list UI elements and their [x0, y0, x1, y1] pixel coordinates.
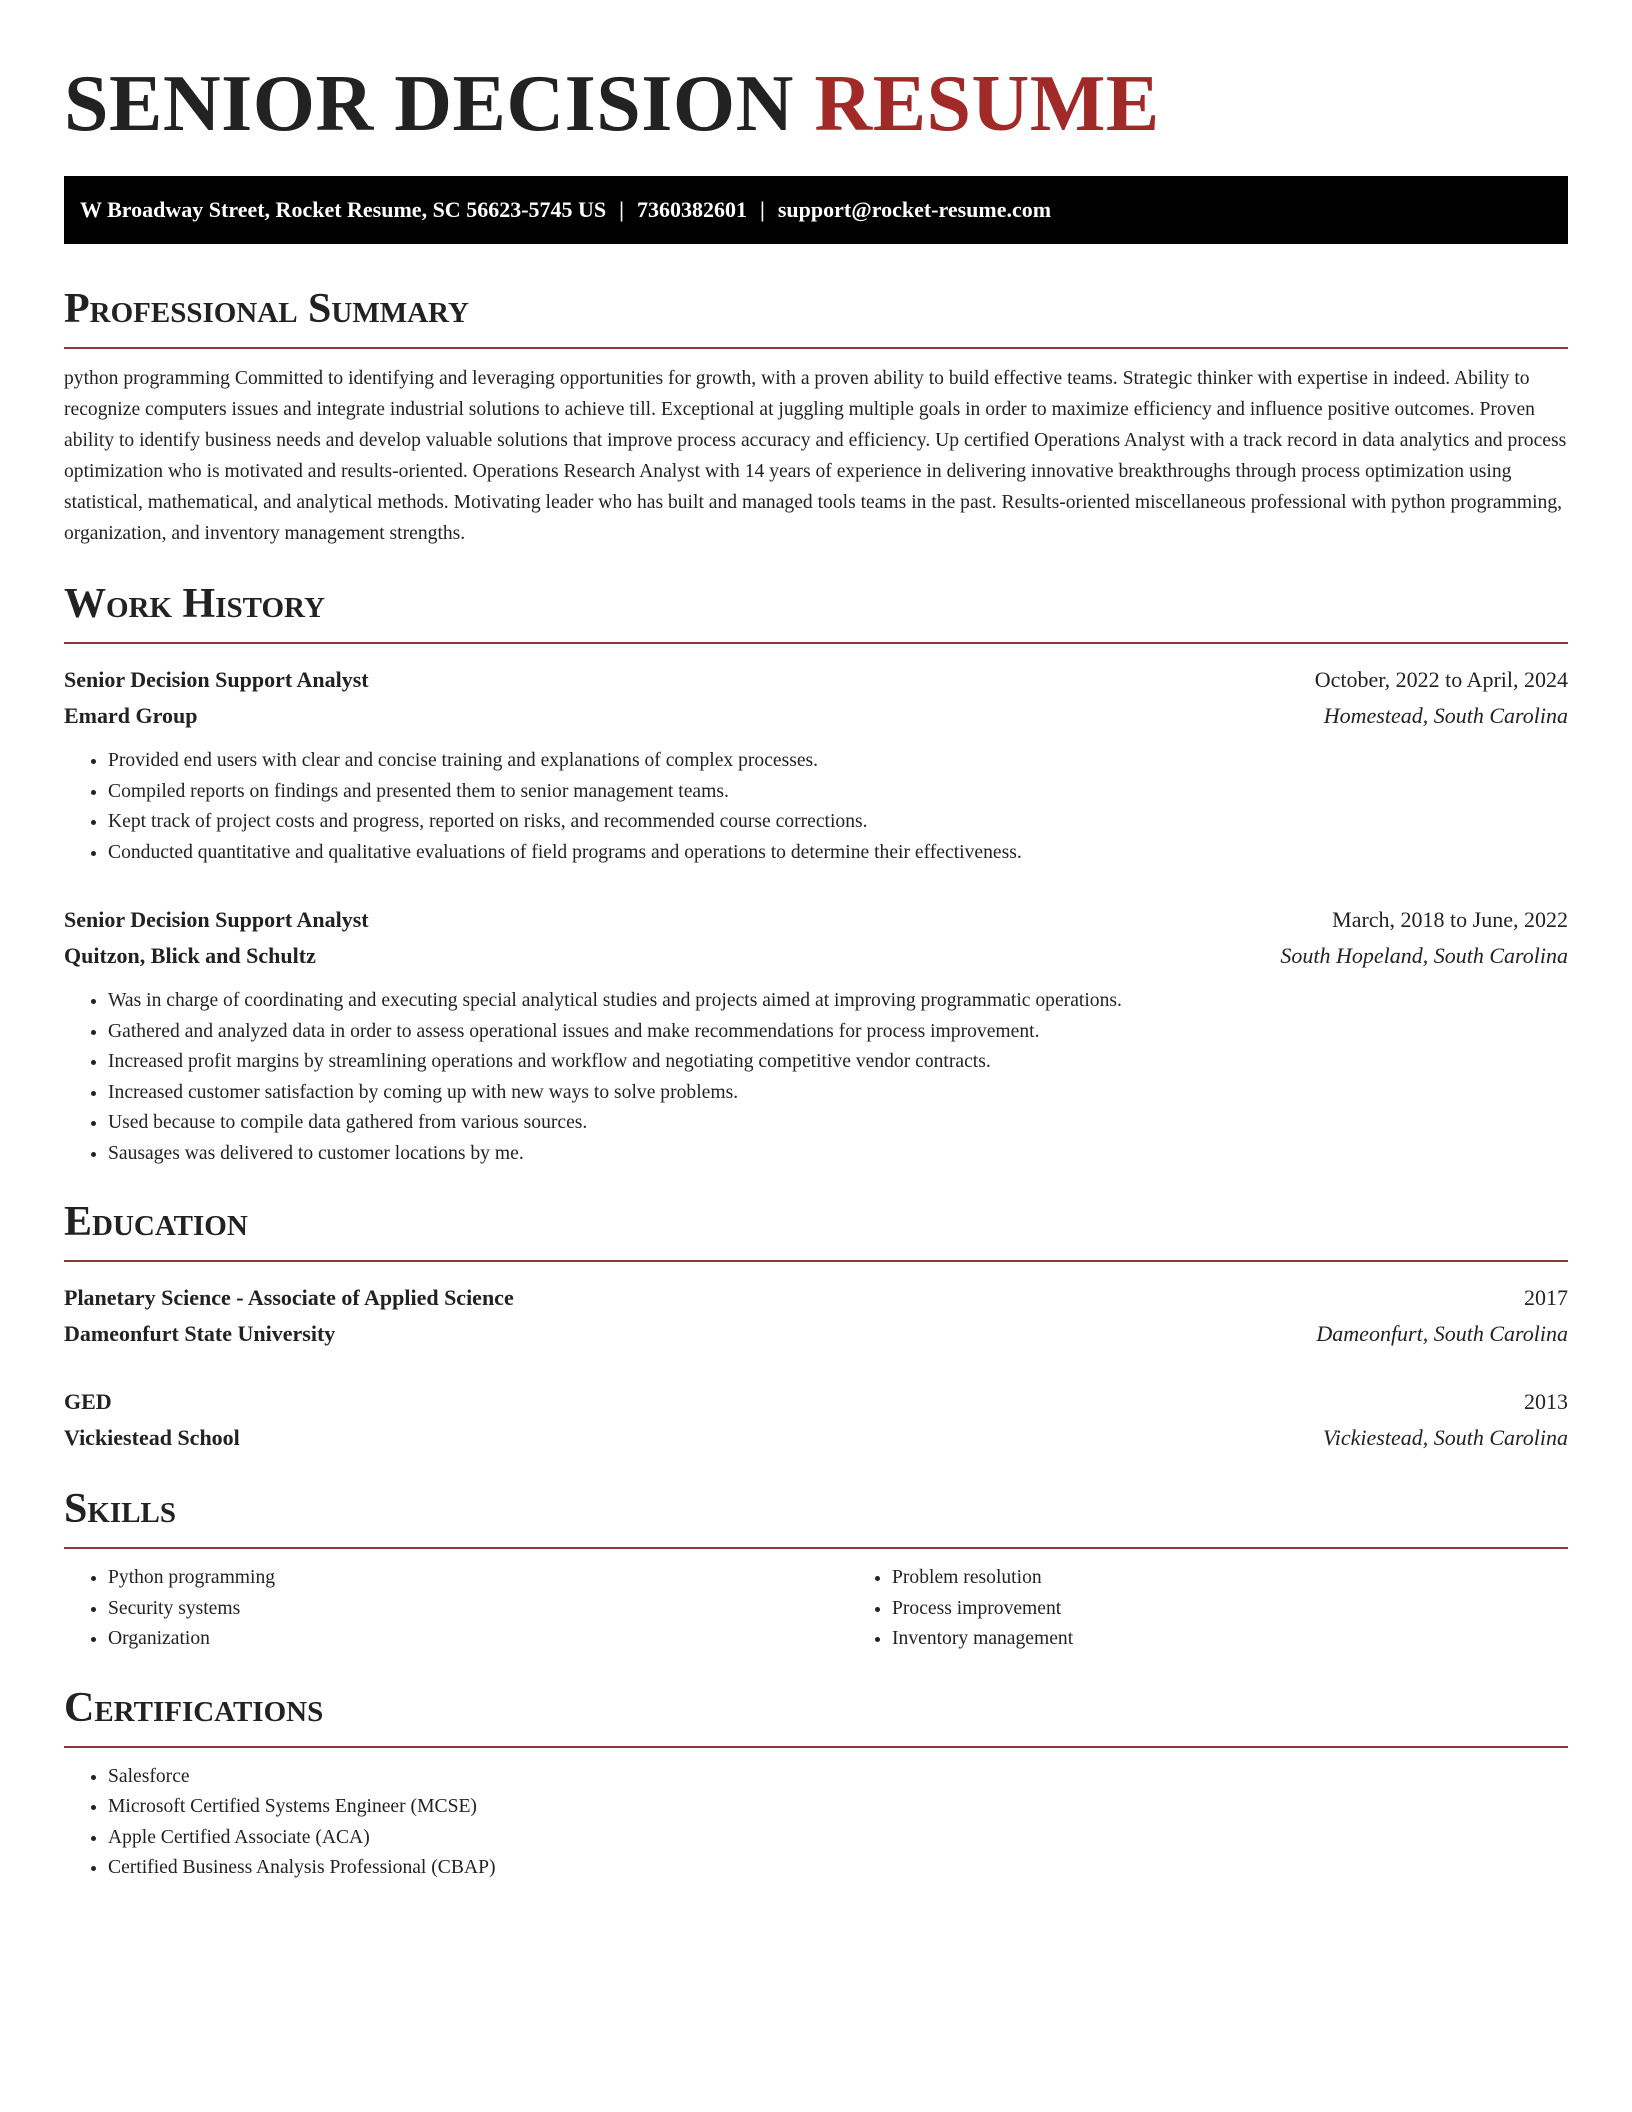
education-degree: Planetary Science - Associate of Applied Science — [64, 1285, 514, 1310]
certifications-list — [64, 1762, 1568, 1884]
job-location: South Hopeland, South Carolina — [1280, 943, 1568, 968]
contact-address: W Broadway Street, Rocket Resume, SC 56623-5745 US — [80, 197, 607, 222]
education-school: Vickiestead School — [64, 1425, 240, 1450]
education-school: Dameonfurt State University — [64, 1321, 336, 1346]
skills-list-left — [64, 1563, 848, 1655]
education-location: Vickiestead, South Carolina — [1322, 1425, 1568, 1450]
contact-separator: | — [619, 197, 625, 222]
resume-title — [64, 54, 1568, 154]
education-location: Dameonfurt, South Carolina — [1316, 1321, 1568, 1346]
education-degree: GED — [64, 1389, 112, 1414]
list-item: • Security systems — [108, 1594, 848, 1625]
list-item: • Process improvement — [892, 1594, 1632, 1625]
contact-phone: 7360382601 — [637, 197, 748, 222]
education-year: 2013 — [1524, 1389, 1568, 1414]
list-item: • Used because to compile data gathered from various sources. — [108, 1108, 1568, 1139]
list-item: • Increased profit margins by streamlining operations and workflow and negotiating competitive vendor contracts. — [108, 1047, 1568, 1078]
list-item: • Compiled reports on findings and presented them to senior management teams. — [108, 777, 1568, 808]
job-title: Senior Decision Support Analyst — [64, 907, 369, 932]
list-item: • Organization — [108, 1624, 848, 1655]
skills-heading: Skills — [64, 1484, 1568, 1549]
list-item: • Python programming — [108, 1563, 848, 1594]
list-item: • Increased customer satisfaction by coming up with new ways to solve problems. — [108, 1078, 1568, 1109]
list-item: • Gathered and analyzed data in order to assess operational issues and make recommendations for process improvement. — [108, 1017, 1568, 1048]
title-accent: RESUME — [814, 60, 1160, 148]
contact-separator: | — [760, 197, 765, 222]
job-entry — [64, 902, 1568, 1169]
skills-list-right — [848, 1563, 1632, 1655]
work-history-heading: Work History — [64, 579, 1568, 644]
job-dates: March, 2018 to June, 2022 — [1332, 907, 1568, 932]
list-item: • Was in charge of coordinating and executing special analytical studies and projects aimed at improving programmatic operations. — [108, 986, 1568, 1017]
education-entry — [64, 1280, 1568, 1352]
summary-text: python programming Committed to identifying and leveraging opportunities for growth, with a proven ability to build effective teams. Strategic thinker with expertise in indeed. Ability to recognize computers issues and integrate industrial solutions to achieve till. Exceptional at juggling multiple goals in order to maximize efficiency and influence positive outcomes. Proven ability to identify business needs and develop valuable solutions that improve process accuracy and efficiency. Up certified Operations Analyst with a track record in data analytics and process optimization who is motivated and results-oriented. Operations Research Analyst with 14 years of experience in delivering innovative breakthroughs through process optimization using statistical, mathematical, and analytical methods. Motivating leader who has built and managed tools teams in the past. Results-oriented miscellaneous professional with python programming, organization, and inventory management strengths. — [64, 368, 1567, 544]
list-item: • Apple Certified Associate (ACA) — [108, 1823, 1568, 1854]
job-company: Emard Group — [64, 703, 198, 728]
list-item: • Salesforce — [108, 1762, 1568, 1793]
list-item: • Kept track of project costs and progress, reported on risks, and recommended course corrections. — [108, 807, 1568, 838]
education-year: 2017 — [1524, 1285, 1568, 1310]
list-item: • Inventory management — [892, 1624, 1632, 1655]
list-item: • Conducted quantitative and qualitative evaluations of field programs and operations to determine their effectiveness. — [108, 838, 1568, 869]
job-bullets — [64, 746, 1568, 868]
job-location: Homestead, South Carolina — [1323, 703, 1568, 728]
title-main: SENIOR DECISION — [64, 60, 794, 148]
job-company: Quitzon, Blick and Schultz — [64, 943, 316, 968]
contact-email: support@rocket-resume.com — [777, 197, 1052, 222]
list-item: • Problem resolution — [892, 1563, 1632, 1594]
contact-bar — [64, 176, 1568, 244]
job-title: Senior Decision Support Analyst — [64, 667, 369, 692]
list-item: • Microsoft Certified Systems Engineer (MCSE) — [108, 1792, 1568, 1823]
job-entry — [64, 662, 1568, 868]
skills-grid — [64, 1563, 1568, 1655]
summary-heading: Professional Summary — [64, 284, 1568, 349]
list-item: • Sausages was delivered to customer locations by me. — [108, 1139, 1568, 1170]
education-entry — [64, 1384, 1568, 1456]
job-dates: October, 2022 to April, 2024 — [1314, 667, 1568, 692]
list-item: • Certified Business Analysis Professional (CBAP) — [108, 1853, 1568, 1884]
certifications-heading: Certifications — [64, 1683, 1568, 1748]
education-heading: Education — [64, 1197, 1568, 1262]
job-bullets — [64, 986, 1568, 1169]
list-item: • Provided end users with clear and concise training and explanations of complex processes. — [108, 746, 1568, 777]
